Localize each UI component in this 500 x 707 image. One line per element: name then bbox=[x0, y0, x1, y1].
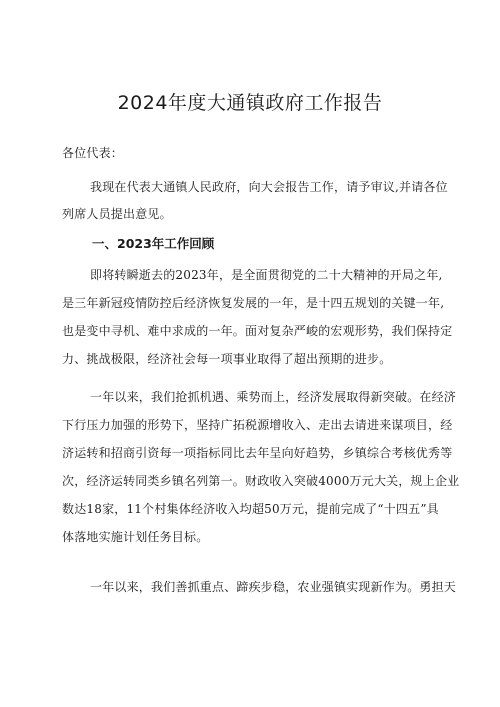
para1-line-4: 力、挑战极限，经济社会每一项事业取得了超出预期的进步。 bbox=[62, 352, 392, 366]
para2-line-3: 济运转和招商引资每一项指标同比去年呈向好趋势，乡镇综合考核优秀等 bbox=[62, 446, 453, 460]
salutation: 各位代表： bbox=[62, 146, 124, 160]
intro-line-2: 列席人员提出意见。 bbox=[62, 207, 172, 221]
para2-line-4: 次，经济运转同类乡镇名列第一。财政收入突破4000万元大关，规上企业 bbox=[62, 474, 460, 488]
para3-line-1: 一年以来，我们善抓重点、蹄疾步稳，农业强镇实现新作为。勇担天 bbox=[90, 580, 457, 594]
para1-line-2: 是三年新冠疫情防控后经济恢复发展的一年，是十四五规划的关键一年, bbox=[62, 296, 445, 310]
report-title: 2024年度大通镇政府工作报告 bbox=[117, 92, 383, 114]
section-heading: 一、2023年工作回顾 bbox=[92, 236, 215, 251]
para1-line-1: 即将转瞬逝去的2023年，是全面贯彻党的二十大精神的开局之年, bbox=[90, 268, 443, 282]
intro-line-1: 我现在代表大通镇人民政府，向大会报告工作，请予审议,并请各位 bbox=[90, 180, 448, 194]
para2-line-1: 一年以来，我们抢抓机遇、乘势而上，经济发展取得新突破。在经济 bbox=[90, 390, 457, 404]
para1-line-3: 也是变中寻机、难中求成的一年。面对复杂严峻的宏观形势，我们保持定 bbox=[62, 324, 453, 338]
para2-line-5: 数达18家，11个村集体经济收入均超50万元，提前完成了“十四五”具 bbox=[62, 502, 439, 516]
para2-line-2: 下行压力加强的形势下，坚持广拓税源增收入、走出去请进来谋项目，经 bbox=[62, 418, 453, 432]
para2-line-6: 体落地实施计划任务目标。 bbox=[62, 530, 209, 544]
